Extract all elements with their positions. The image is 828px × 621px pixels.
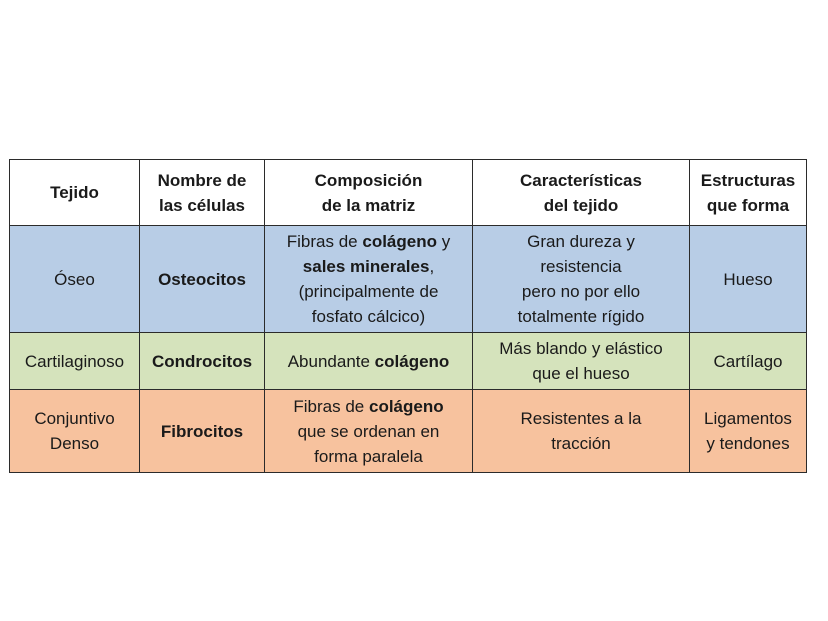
table-row-conjuntivo-denso: [10, 390, 807, 473]
cell-matriz: [265, 390, 473, 473]
header-estructuras: [690, 160, 807, 226]
tejido-name-line: Denso: [49, 434, 100, 453]
caracteristicas-line: tracción: [551, 434, 611, 453]
cell-celulas: [140, 333, 265, 390]
cell-caracteristicas: [473, 226, 690, 333]
cell-tejido: [10, 333, 140, 390]
matriz-text: Abundante: [287, 351, 375, 371]
header-composicion-line1: Composición: [314, 170, 423, 190]
cell-caracteristicas: [473, 390, 690, 473]
header-tejido-label: Tejido: [50, 183, 99, 202]
header-caracteristicas: [473, 160, 690, 226]
matriz-line: (principalmente de: [298, 282, 439, 301]
matriz-text: Fibras de: [286, 232, 363, 251]
cell-celulas: [140, 390, 265, 473]
celulas-name: Condrocitos: [151, 351, 253, 371]
cell-tejido: [10, 390, 140, 473]
cell-estructuras: [690, 390, 807, 473]
caracteristicas-line: Gran dureza y: [527, 232, 635, 251]
matriz-bold-term: colágeno: [362, 232, 437, 251]
tejido-name: Óseo: [54, 269, 95, 289]
matriz-line: [271, 229, 466, 254]
table-row-oseo: [10, 226, 807, 333]
caracteristicas-line: totalmente rígido: [517, 307, 645, 326]
cell-tejido: [10, 226, 140, 333]
celulas-name: Fibrocitos: [160, 421, 244, 441]
header-nombre-celulas-line2: las células: [158, 195, 245, 215]
cell-estructuras: [690, 226, 807, 333]
table-row-cartilaginoso: [10, 333, 807, 390]
matriz-text: ,: [429, 257, 435, 276]
matriz-line: forma paralela: [314, 446, 423, 466]
matriz-line: fosfato cálcico): [311, 307, 426, 326]
estructuras-text: Hueso: [723, 269, 773, 289]
caracteristicas-line: pero no por ello: [521, 282, 641, 301]
cell-matriz: [265, 333, 473, 390]
tissue-comparison-table: [9, 159, 807, 473]
celulas-name: Osteocitos: [158, 269, 246, 289]
header-nombre-celulas-line1: Nombre de: [157, 170, 247, 190]
header-tejido: [10, 160, 140, 226]
matriz-line: [271, 394, 466, 419]
header-nombre-celulas: [140, 160, 265, 226]
cell-matriz: [265, 226, 473, 333]
cell-caracteristicas: [473, 333, 690, 390]
caracteristicas-line: Más blando y elástico: [499, 339, 663, 358]
tejido-name: Cartilaginoso: [24, 351, 125, 371]
table-header-row: [10, 160, 807, 226]
caracteristicas-line: resistencia: [540, 257, 622, 276]
matriz-text: Fibras de: [293, 396, 369, 416]
header-composicion-matriz: [265, 160, 473, 226]
header-estructuras-line1: Estructuras: [700, 170, 796, 190]
header-composicion-line2: de la matriz: [321, 195, 416, 215]
caracteristicas-line: Resistentes a la: [520, 409, 642, 428]
matriz-line: que se ordenan en: [297, 421, 440, 441]
matriz-text: y: [436, 232, 451, 251]
tejido-name-line: Conjuntivo: [34, 409, 115, 428]
header-caracteristicas-line1: Características: [520, 170, 642, 190]
header-caracteristicas-line2: del tejido: [543, 195, 619, 215]
estructuras-line: y tendones: [706, 434, 790, 453]
matriz-line: [271, 254, 466, 279]
caracteristicas-line: que el hueso: [532, 364, 630, 383]
matriz-bold-term: colágeno: [368, 396, 444, 416]
cell-celulas: [140, 226, 265, 333]
estructuras-line: Ligamentos: [704, 409, 792, 428]
matriz-bold-term: sales minerales: [302, 257, 430, 276]
header-estructuras-line2: que forma: [706, 195, 790, 215]
cell-estructuras: [690, 333, 807, 390]
matriz-bold-term: colágeno: [374, 351, 450, 371]
estructuras-text: Cartílago: [713, 351, 783, 371]
